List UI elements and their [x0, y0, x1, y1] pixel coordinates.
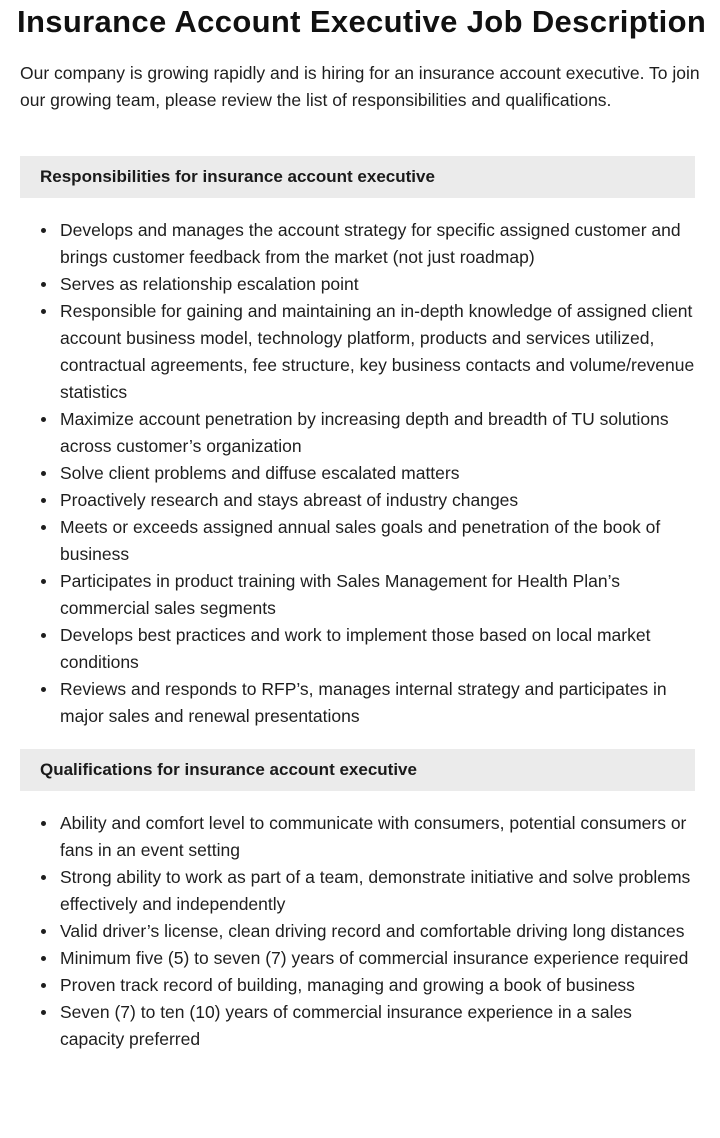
qualification-item: Ability and comfort level to communicate with consumers, potential consumers or fans in an event setting	[60, 810, 698, 864]
qualifications-list	[20, 810, 698, 1053]
responsibilities-list	[20, 217, 698, 730]
responsibility-item: Maximize account penetration by increasing depth and breadth of TU solutions across customer’s organization	[60, 406, 698, 460]
responsibility-item: Responsible for gaining and maintaining an in-depth knowledge of assigned client account business model, technology platform, products and services utilized, contractual agreements, fee structure, key business contacts and volume/revenue statistics	[60, 298, 698, 406]
qualification-item: Valid driver’s license, clean driving record and comfortable driving long distances	[60, 918, 698, 945]
qualification-item: Seven (7) to ten (10) years of commercial insurance experience in a sales capacity preferred	[60, 999, 698, 1053]
responsibility-item: Meets or exceeds assigned annual sales goals and penetration of the book of business	[60, 514, 698, 568]
page-title: Insurance Account Executive Job Description	[17, 4, 707, 39]
responsibility-item: Participates in product training with Sales Management for Health Plan’s commercial sales segments	[60, 568, 698, 622]
responsibility-item: Develops best practices and work to implement those based on local market conditions	[60, 622, 698, 676]
responsibility-item: Develops and manages the account strategy for specific assigned customer and brings customer feedback from the market (not just roadmap)	[60, 217, 698, 271]
qualifications-heading: Qualifications for insurance account executive	[20, 749, 695, 791]
responsibility-item: Solve client problems and diffuse escalated matters	[60, 460, 698, 487]
intro-paragraph: Our company is growing rapidly and is hiring for an insurance account executive. To join our growing team, please review the list of responsibilities and qualifications.	[20, 63, 700, 110]
qualification-item: Minimum five (5) to seven (7) years of commercial insurance experience required	[60, 945, 698, 972]
responsibility-item: Serves as relationship escalation point	[60, 271, 698, 298]
responsibility-item: Proactively research and stays abreast of industry changes	[60, 487, 698, 514]
qualification-item: Proven track record of building, managing and growing a book of business	[60, 972, 698, 999]
responsibility-item: Reviews and responds to RFP’s, manages internal strategy and participates in major sales and renewal presentations	[60, 676, 698, 730]
responsibilities-heading: Responsibilities for insurance account executive	[20, 156, 695, 198]
qualification-item: Strong ability to work as part of a team, demonstrate initiative and solve problems effectively and independently	[60, 864, 698, 918]
